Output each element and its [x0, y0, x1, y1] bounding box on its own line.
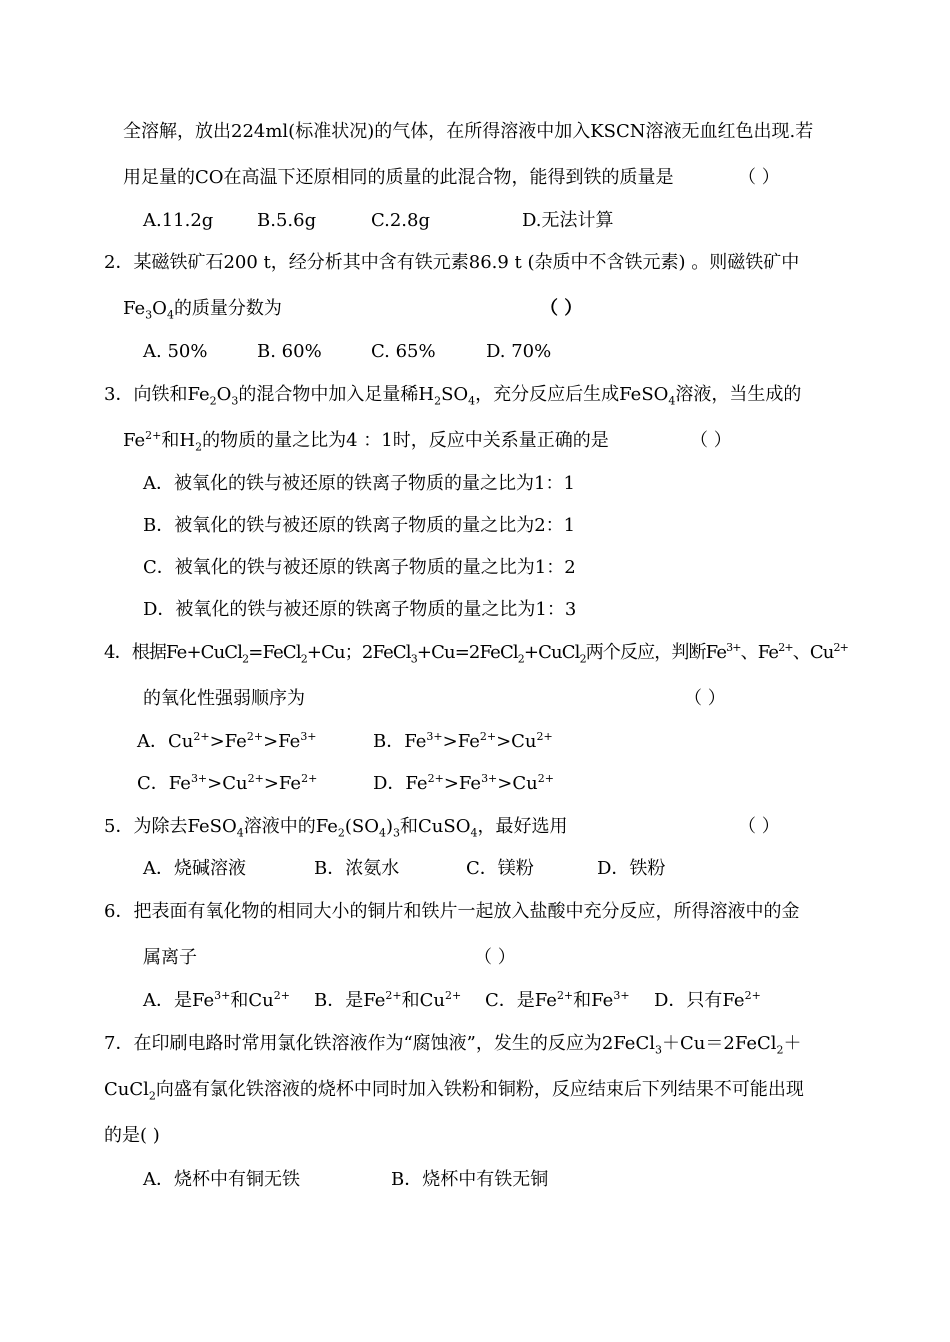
q6-answer-blank: （ ） [474, 947, 516, 968]
q2-option-a: A. 50% [143, 341, 208, 362]
q7-line-2: CuCl$_2$向盛有氯化铁溶液的烧杯中同时加入铁粉和铜粉，反应结束后下列结果不可能出现 [104, 1079, 804, 1103]
q3-option-b: B．被氧化的铁与被还原的铁离子物质的量之比为2：1 [143, 515, 576, 536]
q1-line-1: 全溶解，放出224ml(标准状况)的气体，在所得溶液中加入KSCN溶液无血红色出现.若 [123, 121, 814, 142]
q5-line-1: 5．为除去FeSO$_4$溶液中的$Fe_2(SO_4)_3$和CuSO$_4$，最好选用 [104, 816, 568, 840]
q4-option-d: D．$Fe^{2+}>Fe^{3+}>Cu^{2+}$ [373, 772, 554, 794]
q3-option-a: A．被氧化的铁与被还原的铁离子物质的量之比为1：1 [143, 473, 575, 494]
q2-option-d: D. 70% [486, 341, 552, 362]
q4-option-b: B．$Fe^{3+}>Fe^{2+}>Cu^{2+}$ [373, 730, 553, 752]
q2-answer-blank: （ ） [540, 298, 583, 319]
q1-line-2: 用足量的CO在高温下还原相同的质量的此混合物，能得到铁的质量是 [123, 167, 674, 188]
q2-line-1: 2．某磁铁矿石200 t，经分析其中含有铁元素86.9 t (杂质中不含铁元素) 。则磁铁矿中 [104, 252, 800, 273]
q5-option-a: A．烧碱溶液 [143, 858, 246, 879]
q4-line-1: 4．根据Fe+CuCl$_2$=FeCl$_2$+Cu；2FeCl$_3$+Cu=2FeCl$_2$+CuCl$_2$两个反应，判断$Fe^{3+}$、$Fe^{2+}$、$Cu^{2+}$ [104, 641, 848, 666]
q7-line-1: 7．在印刷电路时常用氯化铁溶液作为“腐蚀液”，发生的反应为2FeCl$_3$＋Cu＝2FeCl$_2$＋ [104, 1033, 802, 1057]
q3-option-c: C．被氧化的铁与被还原的铁离子物质的量之比为1：2 [143, 557, 576, 578]
q1-option-a: A.11.2g [143, 210, 214, 231]
q1-option-b: B.5.6g [257, 210, 317, 231]
q2-option-c: C. 65% [371, 341, 436, 362]
q6-option-a: A．是$Fe^{3+}$和$Cu^{2+}$ [143, 989, 290, 1011]
q1-option-c: C.2.8g [371, 210, 431, 231]
q7-option-b: B．烧杯中有铁无铜 [391, 1169, 549, 1190]
q2-option-b: B. 60% [257, 341, 322, 362]
q5-answer-blank: （ ） [738, 816, 780, 837]
q7-option-a: A．烧杯中有铜无铁 [143, 1169, 300, 1190]
q3-line-1: 3．向铁和$Fe_2O_3$的混合物中加入足量稀$H_2SO_4$，充分反应后生成FeSO$_4$溶液，当生成的 [104, 384, 802, 408]
q5-option-d: D．铁粉 [597, 858, 666, 879]
q5-option-b: B．浓氨水 [314, 858, 400, 879]
q6-option-b: B．是$Fe^{2+}$和$Cu^{2+}$ [314, 989, 462, 1011]
q3-option-d: D．被氧化的铁与被还原的铁离子物质的量之比为1：3 [143, 599, 577, 620]
q6-option-d: D．只有$Fe^{2+}$ [654, 989, 761, 1011]
q6-option-c: C．是$Fe^{2+}$和$Fe^{3+}$ [485, 989, 630, 1011]
q4-answer-blank: （ ） [684, 688, 726, 709]
q4-option-a: A．$Cu^{2+}>Fe^{2+}>Fe^{3+}$ [137, 730, 317, 752]
q6-line-2: 属离子 [143, 947, 197, 968]
q4-line-2: 的氧化性强弱顺序为 [143, 688, 305, 709]
q1-answer-blank: （ ） [738, 167, 780, 188]
q5-option-c: C．镁粉 [466, 858, 534, 879]
q3-answer-blank: （ ） [690, 430, 732, 451]
q1-option-d: D.无法计算 [522, 210, 614, 231]
q2-line-2: $Fe_3O_4$的质量分数为 [123, 298, 282, 322]
q6-line-1: 6．把表面有氧化物的相同大小的铜片和铁片一起放入盐酸中充分反应，所得溶液中的金 [104, 901, 800, 922]
q4-option-c: C．$Fe^{3+}>Cu^{2+}>Fe^{2+}$ [137, 772, 318, 794]
q7-line-3: 的是( ) [104, 1125, 160, 1146]
q3-line-2: $Fe^{2+}$和$H_2$的物质的量之比为4 ：1时，反应中关系量正确的是 [123, 429, 609, 454]
